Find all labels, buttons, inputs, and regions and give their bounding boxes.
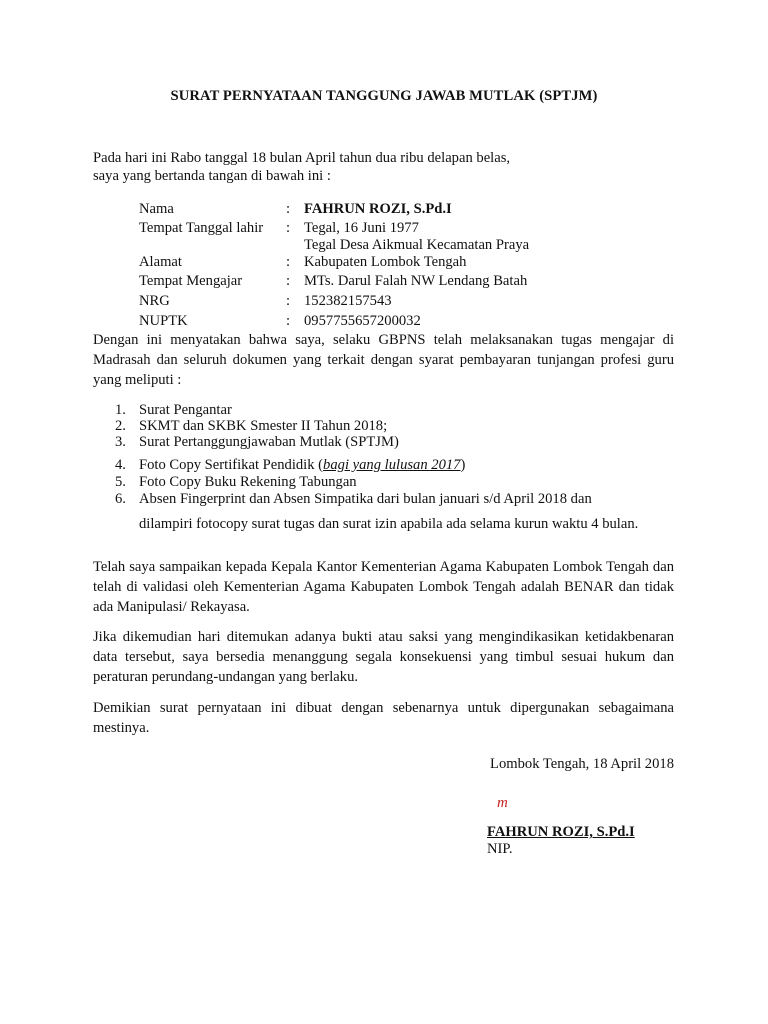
identity-colon: : <box>286 201 291 217</box>
list-item-text-close: ) <box>460 457 466 473</box>
place-date: Lombok Tengah, 18 April 2018 <box>490 756 674 772</box>
identity-value-nuptk: 0957755657200032 <box>304 313 421 329</box>
intro-line-1: Pada hari ini Rabo tanggal 18 bulan April tahun dua ribu delapan belas, <box>93 150 511 166</box>
list-item-text: Foto Copy Sertifikat Pendidik ( <box>139 457 324 473</box>
list-item: Foto Copy Buku Rekening Tabungan <box>139 474 357 490</box>
statement-paragraph: Dengan ini menyatakan bahwa saya, selaku GBPNS telah melaksanakan tugas mengajar di Madrasah dan seluruh dokumen yang terkait dengan syarat pembayaran tunjangan profesi guru yang meliputi : <box>93 332 674 389</box>
identity-label-birth: Tempat Tanggal lahir <box>139 220 264 236</box>
paragraph-validation: Telah saya sampaikan kepada Kepala Kantor Kementerian Agama Kabupaten Lombok Tengah dan telah di validasi oleh Kementerian Agama Kabupaten Lombok Tengah adalah BENAR dan tidak ada Manipulasi/ Rekayasa. <box>93 559 674 616</box>
identity-value-address-line: Tegal Desa Aikmual Kecamatan Praya <box>304 237 530 253</box>
intro-line-2: saya yang bertanda tangan di bawah ini : <box>93 168 331 184</box>
list-number: 3. <box>115 434 126 450</box>
list-item <box>139 457 465 474</box>
identity-label-nuptk: NUPTK <box>139 313 188 329</box>
signer-nip: NIP. <box>487 841 513 857</box>
identity-label-workplace: Tempat Mengajar <box>139 273 243 289</box>
document-title: SURAT PERNYATAAN TANGGUNG JAWAB MUTLAK (SPTJM) <box>170 88 598 104</box>
identity-value-workplace: MTs. Darul Falah NW Lendang Batah <box>304 273 528 289</box>
identity-value-nrg: 152382157543 <box>304 293 392 309</box>
identity-colon: : <box>286 293 291 309</box>
identity-colon: : <box>286 273 291 289</box>
paragraph-consequence: Jika dikemudian hari ditemukan adanya bukti atau saksi yang mengindikasikan ketidakbenaran data tersebut, saya bersedia menanggung segala konsekuensi yang timbul sesuai hukum dan peraturan perundang-undangan yang berlaku. <box>93 629 674 686</box>
identity-value-name: FAHRUN ROZI, S.Pd.I <box>304 201 452 217</box>
list-item: Surat Pengantar <box>139 402 232 418</box>
identity-value-address: Kabupaten Lombok Tengah <box>304 254 467 270</box>
identity-label-nrg: NRG <box>139 293 170 309</box>
list-item: Surat Pertanggungjawaban Mutlak (SPTJM) <box>139 434 399 450</box>
identity-label-name: Nama <box>139 201 174 217</box>
list-number: 5. <box>115 474 126 490</box>
list-number: 1. <box>115 402 126 418</box>
list-item-note: bagi yang lulusan 2017 <box>323 457 461 473</box>
signer-name: FAHRUN ROZI, S.Pd.I <box>487 824 635 840</box>
identity-colon: : <box>286 254 291 270</box>
identity-colon: : <box>286 220 291 236</box>
list-continuation: dilampiri fotocopy surat tugas dan surat izin apabila ada selama kurun waktu 4 bulan. <box>139 516 639 532</box>
list-item: Absen Fingerprint dan Absen Simpatika dari bulan januari s/d April 2018 dan <box>139 491 592 507</box>
identity-colon: : <box>286 313 291 329</box>
list-number: 6. <box>115 491 126 507</box>
identity-label-address: Alamat <box>139 254 182 270</box>
list-number: 4. <box>115 457 126 473</box>
list-item: SKMT dan SKBK Smester II Tahun 2018; <box>139 418 388 434</box>
list-number: 2. <box>115 418 126 434</box>
identity-value-birth: Tegal, 16 Juni 1977 <box>304 220 419 236</box>
signature-mark: m <box>497 795 508 811</box>
paragraph-closing: Demikian surat pernyataan ini dibuat dengan sebenarnya untuk dipergunakan sebagaimana mestinya. <box>93 700 674 737</box>
